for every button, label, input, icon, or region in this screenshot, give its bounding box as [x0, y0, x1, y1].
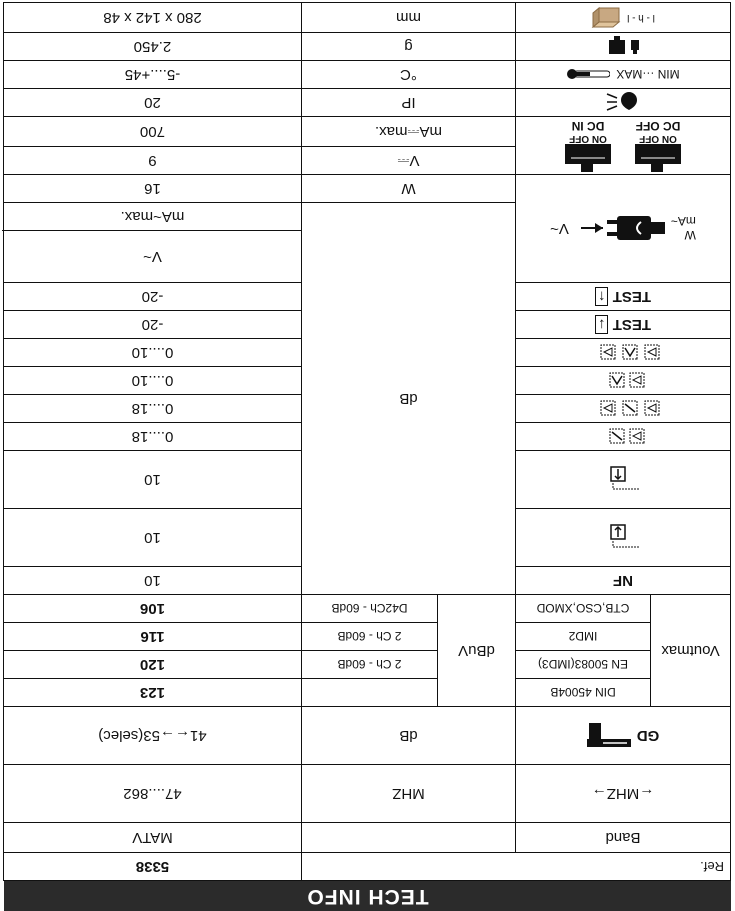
gd-cell — [516, 707, 731, 765]
test-down-cell — [516, 311, 731, 339]
ac-out-ma: mA~ — [670, 214, 696, 229]
test-down-value: -20 — [3, 311, 301, 339]
fig2-cell — [516, 395, 731, 423]
temp-label: MIN ···MAX — [616, 67, 680, 82]
band-unit-cell — [301, 823, 515, 853]
dc-v-value: 9 — [3, 147, 301, 175]
band-value: MATV — [3, 823, 301, 853]
dims-row — [3, 3, 730, 33]
ip-unit: IP — [301, 89, 515, 117]
gd-row — [3, 707, 730, 765]
weight-row — [3, 33, 730, 61]
test-up-label: TEST — [612, 288, 652, 305]
temp-unit: °C — [301, 61, 515, 89]
ip-value: 20 — [3, 89, 301, 117]
water-protection-icon — [603, 93, 643, 113]
test-up-cell — [516, 283, 731, 311]
up-adj-value: 10 — [3, 451, 301, 509]
gd-label: GD — [636, 727, 660, 744]
dc-off-off: OFF — [639, 133, 660, 144]
freq-row — [3, 765, 730, 823]
band-label: Band — [516, 823, 731, 853]
test-down-label: TEST — [612, 316, 652, 333]
temp-row — [3, 61, 730, 89]
dc-off-switch-icon — [635, 144, 681, 172]
fig4-cell — [516, 339, 731, 367]
vout-value-2: 120 — [3, 651, 301, 679]
vout-standard-2: EN 50083(IMD3) — [516, 651, 651, 679]
dc-voltage-row — [3, 147, 730, 175]
freq-unit: MHZ — [301, 765, 515, 823]
test-up-value: -20 — [3, 283, 301, 311]
dc-in-switch — [565, 119, 611, 172]
nf-label: NF — [516, 567, 731, 595]
slope-chain-icon — [585, 343, 661, 363]
dc-ma-unit: mA⎓max. — [301, 117, 515, 147]
dc-off-on: ON — [661, 133, 677, 144]
freq-value: 47....862 — [3, 765, 301, 823]
dims-label: l - h - l — [627, 12, 655, 23]
dc-v-unit: V⎓ — [301, 147, 515, 175]
vout-standard-1: DIN 45004B — [516, 679, 651, 707]
nf-row — [3, 567, 730, 595]
gd-unit: dB — [301, 707, 515, 765]
ac-out-w: W — [684, 228, 696, 243]
ip-row — [3, 89, 730, 117]
ref-value: 5338 — [3, 853, 301, 881]
up-adjust-icon — [603, 460, 643, 500]
ref-label: Ref. — [301, 853, 730, 881]
vout-value-1: 123 — [3, 679, 301, 707]
nf-value: 10 — [3, 567, 301, 595]
slope-diagram-icon — [600, 371, 646, 391]
ac-in-label: V~ — [550, 220, 569, 237]
dc-switch-cell — [516, 117, 731, 175]
dc-ma-value: 700 — [3, 117, 301, 147]
vout-cond-3: 2 Ch - 60dB — [301, 623, 437, 651]
ac-v-unit: V~ — [3, 231, 301, 283]
vout-row-2 — [3, 651, 730, 679]
header-title: TECH INFO — [4, 881, 731, 911]
ac-w-value: 16 — [3, 175, 301, 203]
dc-in-switch-icon — [565, 144, 611, 172]
weight-icon — [605, 37, 641, 57]
vout-row-3 — [3, 623, 730, 651]
up-adj-cell — [516, 451, 731, 509]
ac-w-unit: W — [301, 175, 515, 203]
fig1-cell — [516, 423, 731, 451]
weight-value: 2.450 — [3, 33, 301, 61]
dims-unit: mm — [301, 3, 515, 33]
ac-power-cell — [516, 175, 731, 283]
weight-unit: g — [301, 33, 515, 61]
dc-in-off: OFF — [569, 133, 590, 144]
box-dimensions-icon — [591, 7, 621, 29]
dc-in-label: DC IN — [571, 119, 605, 133]
test-down-arrow-icon: ↓ — [595, 315, 609, 334]
ref-row — [3, 853, 730, 881]
fig2-value: 0....18 — [3, 395, 301, 423]
fig3-value: 0....10 — [3, 367, 301, 395]
ip-icon-cell — [516, 89, 731, 117]
dc-off-label: DC OFF — [635, 119, 681, 133]
vout-value-4: 106 — [3, 595, 301, 623]
down-adjust-icon — [603, 518, 643, 558]
vout-unit: dBuV — [438, 595, 516, 707]
test-up-arrow-icon: ↑ — [595, 287, 609, 306]
dc-in-on: ON — [591, 133, 607, 144]
dims-cell — [516, 3, 731, 33]
vout-standard-3: IMD2 — [516, 623, 651, 651]
amplifier-chain-icon — [585, 399, 661, 419]
vout-cond-1 — [301, 679, 437, 707]
fig3-cell — [516, 367, 731, 395]
spec-table — [3, 2, 731, 881]
plug-power-icon — [575, 211, 665, 247]
fig1-value: 0....18 — [3, 423, 301, 451]
thermometer-icon — [566, 69, 610, 81]
fig4-value: 0....10 — [3, 339, 301, 367]
vout-cond-2: 2 Ch - 60dB — [301, 651, 437, 679]
temp-value: -5....+45 — [3, 61, 301, 89]
down-adj-value: 10 — [3, 509, 301, 567]
weight-icon-cell — [516, 33, 731, 61]
dims-value: 280 x 142 x 48 — [3, 3, 301, 33]
vout-cond-4: D42Ch - 60dB — [301, 595, 437, 623]
temp-cell — [516, 61, 731, 89]
amplifier-diagram-icon — [600, 427, 646, 447]
gain-unit: dB — [301, 203, 515, 595]
band-row — [3, 823, 730, 853]
dc-off-switch — [635, 119, 681, 172]
vout-standard-4: CTB,CSO,XMOD — [516, 595, 651, 623]
vout-row-1 — [3, 679, 730, 707]
vout-value-3: 116 — [3, 623, 301, 651]
vout-label: Voutmax — [651, 595, 731, 707]
gd-symbol-icon — [587, 724, 631, 748]
vout-row-4 — [3, 595, 730, 623]
down-adj-cell — [516, 509, 731, 567]
gd-value: 41←→53(selec) — [3, 707, 301, 765]
freq-label: ←MHZ→ — [516, 765, 731, 823]
ac-ma-unit: mA~max. — [3, 203, 301, 231]
